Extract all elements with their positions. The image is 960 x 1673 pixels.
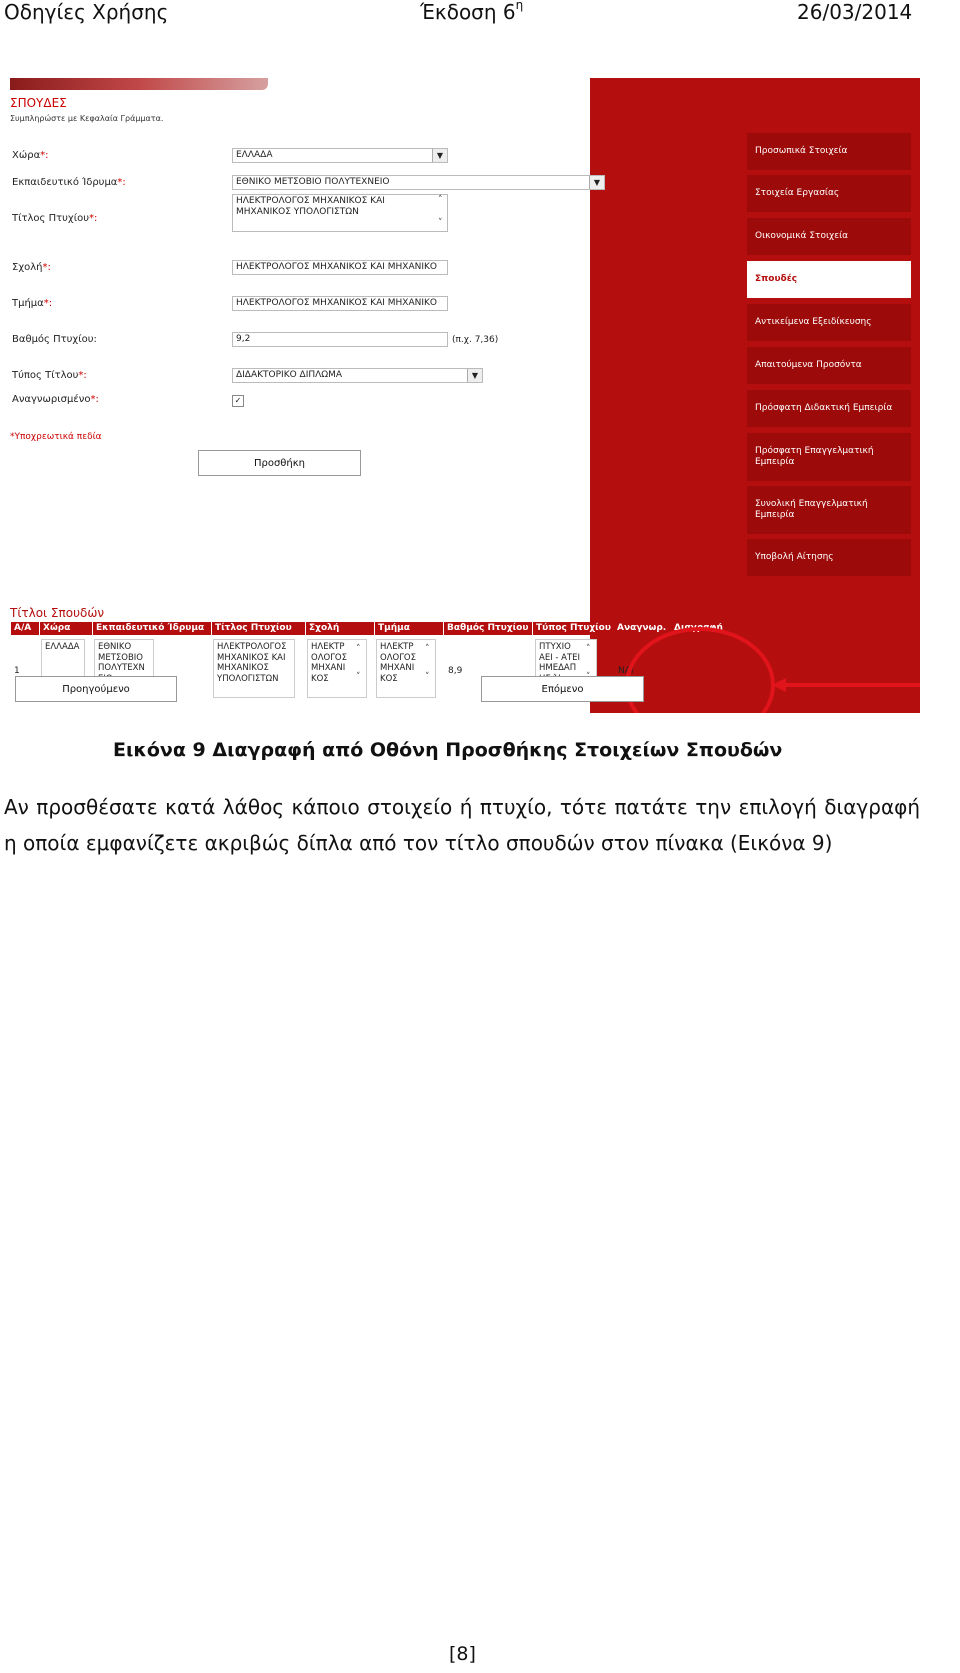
table-header-country: Χώρα (40, 622, 92, 635)
form-subtitle: Συμπληρώστε με Κεφαλαία Γράμματα. (10, 114, 164, 123)
label-recognized (12, 394, 99, 405)
screenshot-figure (10, 78, 920, 713)
table-header-degree: Τίτλος Πτυχίου (212, 622, 305, 635)
required-note: *Υποχρεωτικά πεδία (10, 432, 102, 442)
sidebar-item-qualifications[interactable]: Απαιτούμενα Προσόντα (747, 347, 911, 384)
form-title: ΣΠΟΥΔΕΣ (10, 96, 67, 110)
label-institution (12, 177, 126, 188)
recognized-checkbox[interactable]: ✓ (232, 395, 244, 407)
sidebar-item-work[interactable]: Στοιχεία Εργασίας (747, 175, 911, 212)
sidebar-item-personal[interactable]: Προσωπικά Στοιχεία (747, 133, 911, 170)
top-decoration (10, 78, 268, 90)
table-title: Τίτλοι Σπουδών (10, 606, 105, 620)
add-button[interactable]: Προσθήκη (198, 450, 361, 476)
required-star: *: (90, 394, 99, 405)
table-header-school: Σχολή (306, 622, 374, 635)
header-date: 26/03/2014 (797, 0, 913, 24)
delete-link[interactable]: Διαγραφή (677, 666, 721, 676)
grade-hint: (π.χ. 7,36) (452, 335, 499, 345)
row-department: ΗΛΕΚΤΡ ΟΛΟΓΟΣ ΜΗΧΑΝΙ ΚΟΣ (376, 639, 436, 698)
label-title-type (12, 370, 87, 381)
row-recognized: ΝΑΙ (618, 666, 634, 676)
label-department-text: Τμήμα (12, 298, 44, 309)
country-select[interactable] (232, 148, 448, 163)
body-paragraph: Αν προσθέσατε κατά λάθος κάποιο στοιχείο ή πτυχίο, τότε πατάτε την επιλογή διαγραφή η οποία εμφανίζετε ακριβώς δίπλα από τον τίτλο σπουδών στον πίνακα (Εικόνα 9) (4, 795, 920, 855)
header-version-sup: η (515, 0, 524, 13)
row-institution: ΕΘΝΙΚΟ ΜΕΤΣΟΒΙΟ ΠΟΛΥΤΕΧΝ (94, 639, 154, 698)
title-type-select[interactable] (232, 368, 483, 383)
next-button[interactable]: Επόμενο (481, 676, 644, 702)
chevron-down-icon: ▼ (467, 369, 482, 382)
label-degree-title (12, 213, 97, 224)
scroll-up-icon[interactable]: ˄ (425, 644, 430, 654)
table-header-department: Τμήμα (375, 622, 443, 635)
scroll-up-icon[interactable]: ˄ (586, 644, 591, 654)
required-star: *: (89, 213, 98, 224)
row-school: ΗΛΕΚΤΡ ΟΛΟΓΟΣ ΜΗΧΑΝΙ ΚΟΣ (307, 639, 367, 698)
country-value: ΕΛΛΑΔΑ (236, 150, 273, 160)
required-star: *: (78, 370, 87, 381)
required-star: *: (40, 150, 49, 161)
header-version (420, 0, 523, 24)
label-country (12, 150, 49, 161)
row-country: ΕΛΛΑΔΑ (41, 639, 85, 698)
institution-select[interactable] (232, 175, 605, 190)
department-input[interactable]: ΗΛΕΚΤΡΟΛΟΓΟΣ ΜΗΧΑΝΙΚΟΣ ΚΑΙ ΜΗΧΑΝΙΚΟ (232, 296, 448, 311)
sidebar-item-studies[interactable]: Σπουδές (747, 261, 911, 298)
chevron-down-icon: ▼ (432, 149, 447, 162)
label-department (12, 298, 52, 309)
degree-title-value: ΗΛΕΚΤΡΟΛΟΓΟΣ ΜΗΧΑΝΙΚΟΣ ΚΑΙ ΜΗΧΑΝΙΚΟΣ ΥΠΟΛΟΓΙΣΤΩΝ (236, 196, 385, 217)
highlight-circle (627, 629, 773, 713)
row-grade: 8,9 (448, 666, 463, 676)
school-input[interactable]: ΗΛΕΚΤΡΟΛΟΓΟΣ ΜΗΧΑΝΙΚΟΣ ΚΑΙ ΜΗΧΑΝΙΚΟ (232, 260, 448, 275)
label-institution-text: Εκπαιδευτικό Ίδρυμα (12, 177, 118, 188)
sidebar-item-teaching-exp[interactable]: Πρόσφατη Διδακτική Εμπειρία (747, 390, 911, 427)
table-header-type: Τύπος Πτυχίου (533, 622, 613, 635)
label-country-text: Χώρα (12, 150, 41, 161)
table-header-institution: Εκπαιδευτικό Ίδρυμα (93, 622, 211, 635)
label-title-type-text: Τύπος Τίτλου (12, 370, 79, 381)
row-type: ΠΤΥΧΙΟ ΑΕΙ - ΑΤΕΙ ΗΜΕΔΑΠ (535, 639, 597, 698)
sidebar-item-total-exp[interactable]: Συνολική Επαγγελματική Εμπειρία (747, 486, 911, 534)
sidebar-item-financial[interactable]: Οικονομικά Στοιχεία (747, 218, 911, 255)
sidebar-item-specialization[interactable]: Αντικείμενα Εξειδίκευσης (747, 304, 911, 341)
table-header-grade: Βαθμός Πτυχίου (444, 622, 532, 635)
degree-title-textarea[interactable] (232, 194, 448, 232)
scroll-up-icon[interactable]: ˄ (356, 644, 361, 654)
table-header-delete: Διαγραφή (671, 622, 729, 635)
label-recognized-text: Αναγνωρισμένο (12, 394, 91, 405)
title-type-value: ΔΙΔΑΚΤΟΡΙΚΟ ΔΙΠΛΩΜΑ (236, 370, 343, 380)
institution-value: ΕΘΝΙΚΟ ΜΕΤΣΟΒΙΟ ΠΟΛΥΤΕΧΝΕΙΟ (236, 177, 390, 187)
label-school (12, 262, 51, 273)
page-number: [8] (449, 1643, 476, 1665)
label-grade: Βαθμός Πτυχίου: (12, 334, 97, 345)
required-star: *: (43, 298, 53, 309)
highlight-annotation (610, 623, 920, 713)
row-index: 1 (14, 666, 20, 676)
header-version-text: Έκδοση 6 (420, 0, 516, 24)
table-header-aa: Α/Α (11, 622, 39, 635)
header-doc-title: Οδηγίες Χρήσης (4, 0, 169, 24)
figure-caption: Εικόνα 9 Διαγραφή από Οθόνη Προσθήκης Στοιχείων Σπουδών (113, 739, 783, 761)
scroll-down-icon[interactable]: ˅ (356, 672, 361, 682)
scroll-down-icon[interactable]: ˅ (438, 218, 443, 228)
table-header-recognized: Αναγνωρ. (614, 622, 670, 635)
scroll-down-icon[interactable]: ˅ (425, 672, 430, 682)
label-degree-title-text: Τίτλος Πτυχίου (12, 213, 89, 224)
required-star: *: (117, 177, 126, 188)
scroll-up-icon[interactable]: ˄ (438, 195, 443, 205)
row-degree-title: ΗΛΕΚΤΡΟΛΟΓΟΣ ΜΗΧΑΝΙΚΟΣ ΚΑΙ ΜΗΧΑΝΙΚΟΣ ΥΠΟΛΟΓΙΣΤΩΝ (213, 639, 295, 698)
label-school-text: Σχολή (12, 262, 43, 273)
previous-button[interactable]: Προηγούμενο (15, 676, 177, 702)
sidebar-item-professional-exp[interactable]: Πρόσφατη Επαγγελματική Εμπειρία (747, 433, 911, 481)
chevron-down-icon: ▼ (589, 176, 604, 189)
sidebar-item-submit[interactable]: Υποβολή Αίτησης (747, 539, 911, 576)
required-star: *: (42, 262, 51, 273)
grade-input[interactable]: 9,2 (232, 332, 448, 347)
